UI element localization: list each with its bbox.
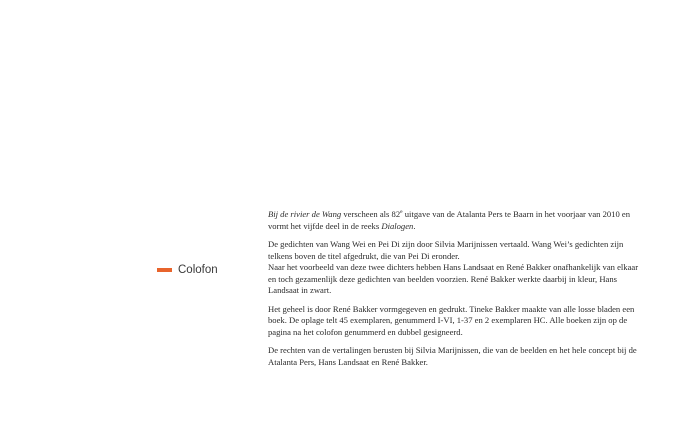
colofon-heading: [157, 264, 218, 276]
colofon-body: [268, 209, 648, 375]
accent-bar: [157, 268, 172, 272]
heading-label: Colofon: [178, 264, 218, 276]
paragraph-translation: [268, 239, 648, 297]
book-title: Bij de rivier de Wang: [268, 209, 342, 219]
paragraph-production: Het geheel is door René Bakker vormgegeven en gedrukt. Tineke Bakker maakte van alle losse bladen een boek. De oplage telt 45 exemplaren, genummerd I-VI, 1-37 en 2 exemplaren HC. Alle boeken zijn op de pagina na het colofon genummerd en dubbel gesigneerd.: [268, 303, 635, 337]
paragraph-publication: [268, 209, 648, 232]
publication-text-b: uitgave van de Atalanta Pers te Baarn in het voorjaar van 2010 en vormt het vijfde deel in de reeks: [268, 209, 631, 231]
publication-text-c: .: [413, 220, 416, 231]
translation-line-2: Naar het voorbeeld van deze twee dichters hebben Hans Landsaat en René Bakker onafhankelijk van elkaar en toch gezamenlijk deze gedichten van beelden voorzien. René Bakker werkte daarbij in kleur, Hans Landsaat in zwart.: [268, 262, 639, 295]
publication-text-a: verscheen als 82: [341, 209, 401, 219]
translation-line-1: De gedichten van Wang Wei en Pei Di zijn door Silvia Marijnissen vertaald. Wang Wei’s gedichten zijn telkens boven de titel afgedrukt, die van Pei Di eronder.: [268, 239, 624, 261]
paragraph-rights: De rechten van de vertalingen berusten bij Silvia Marijnissen, die van de beelden en het hele concept bij de Atalanta Pers, Hans Landsaat en René Bakker.: [268, 345, 637, 367]
series-title: Dialogen: [381, 220, 414, 231]
ordinal-superscript: e: [400, 209, 403, 216]
